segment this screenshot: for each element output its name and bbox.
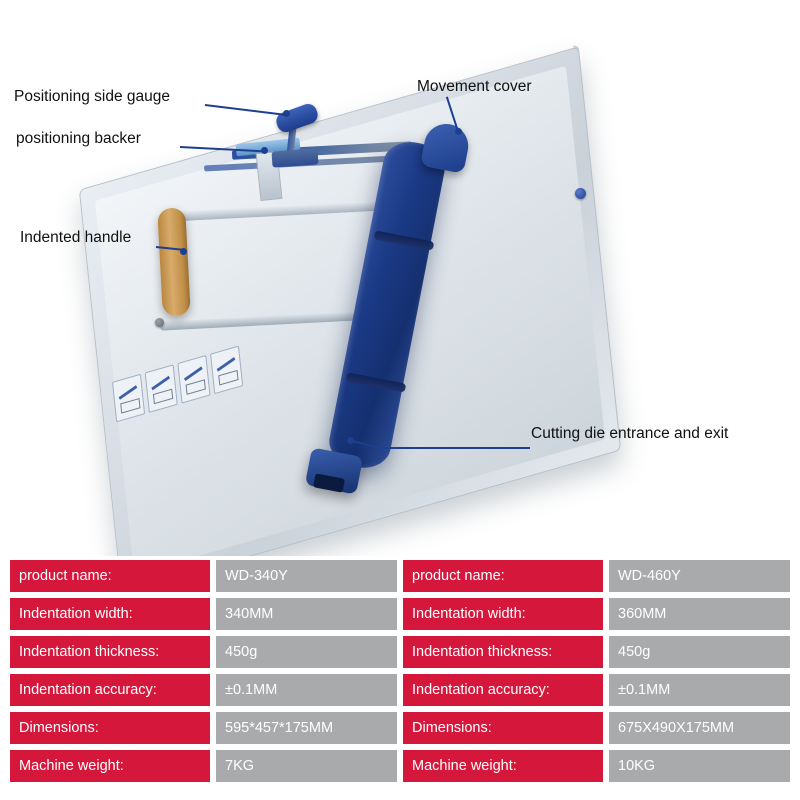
- spec-key: Indentation thickness:: [10, 636, 210, 668]
- pictogram-icon: [112, 374, 145, 423]
- pictogram-icon: [145, 364, 178, 413]
- spec-key: product name:: [10, 560, 210, 592]
- spec-key: Indentation thickness:: [403, 636, 603, 668]
- spec-key: Machine weight:: [403, 750, 603, 782]
- spec-key: Indentation accuracy:: [10, 674, 210, 706]
- spec-value: WD-460Y: [609, 560, 790, 592]
- table-row: [403, 560, 790, 592]
- leader-dot-cutting-die: [347, 437, 354, 444]
- table-row: [10, 560, 397, 592]
- table-row: [10, 674, 397, 706]
- spec-key: Dimensions:: [403, 712, 603, 744]
- callout-movement-cover: Movement cover: [417, 78, 532, 95]
- spec-value: 340MM: [216, 598, 397, 630]
- spec-value: 595*457*175MM: [216, 712, 397, 744]
- callout-indented-handle: Indented handle: [20, 229, 132, 246]
- pictogram-icon: [177, 355, 210, 404]
- spec-value: 450g: [216, 636, 397, 668]
- spec-value: 7KG: [216, 750, 397, 782]
- spec-key: product name:: [403, 560, 603, 592]
- leader-dot-positioning-side-gauge: [283, 110, 290, 117]
- spec-value: ±0.1MM: [216, 674, 397, 706]
- screw-icon: [575, 188, 586, 199]
- spec-value: 360MM: [609, 598, 790, 630]
- callout-cutting-die-entrance-and-exit: Cutting die entrance and exit: [531, 425, 729, 442]
- spec-table-left: [10, 560, 397, 792]
- table-row: [10, 636, 397, 668]
- spec-value: ±0.1MM: [609, 674, 790, 706]
- callout-positioning-side-gauge: Positioning side gauge: [14, 88, 170, 105]
- leader-dot-movement-cover: [455, 128, 462, 135]
- spec-key: Dimensions:: [10, 712, 210, 744]
- side-gauge-foot: [271, 148, 318, 167]
- table-row: [403, 636, 790, 668]
- leader-line-cutting-die: [378, 447, 530, 449]
- table-row: [10, 598, 397, 630]
- spec-key: Indentation accuracy:: [403, 674, 603, 706]
- indented-handle-part: [157, 207, 191, 316]
- screw-icon: [155, 318, 164, 327]
- leader-dot-positioning-backer: [261, 147, 268, 154]
- pictogram-icon: [210, 346, 243, 395]
- spec-table-right: [403, 560, 790, 792]
- spec-key: Indentation width:: [10, 598, 210, 630]
- spec-value: 675X490X175MM: [609, 712, 790, 744]
- callout-positioning-backer: positioning backer: [16, 130, 141, 147]
- leader-dot-indented-handle: [180, 248, 187, 255]
- table-row: [403, 750, 790, 782]
- spec-key: Indentation width:: [403, 598, 603, 630]
- table-row: [403, 598, 790, 630]
- table-row: [10, 750, 397, 782]
- table-row: [403, 674, 790, 706]
- spec-value: WD-340Y: [216, 560, 397, 592]
- spec-value: 10KG: [609, 750, 790, 782]
- spec-key: Machine weight:: [10, 750, 210, 782]
- leader-line-positioning-side-gauge: [205, 104, 285, 115]
- table-row: [403, 712, 790, 744]
- spec-tables: [0, 556, 800, 800]
- table-row: [10, 712, 397, 744]
- spec-value: 450g: [609, 636, 790, 668]
